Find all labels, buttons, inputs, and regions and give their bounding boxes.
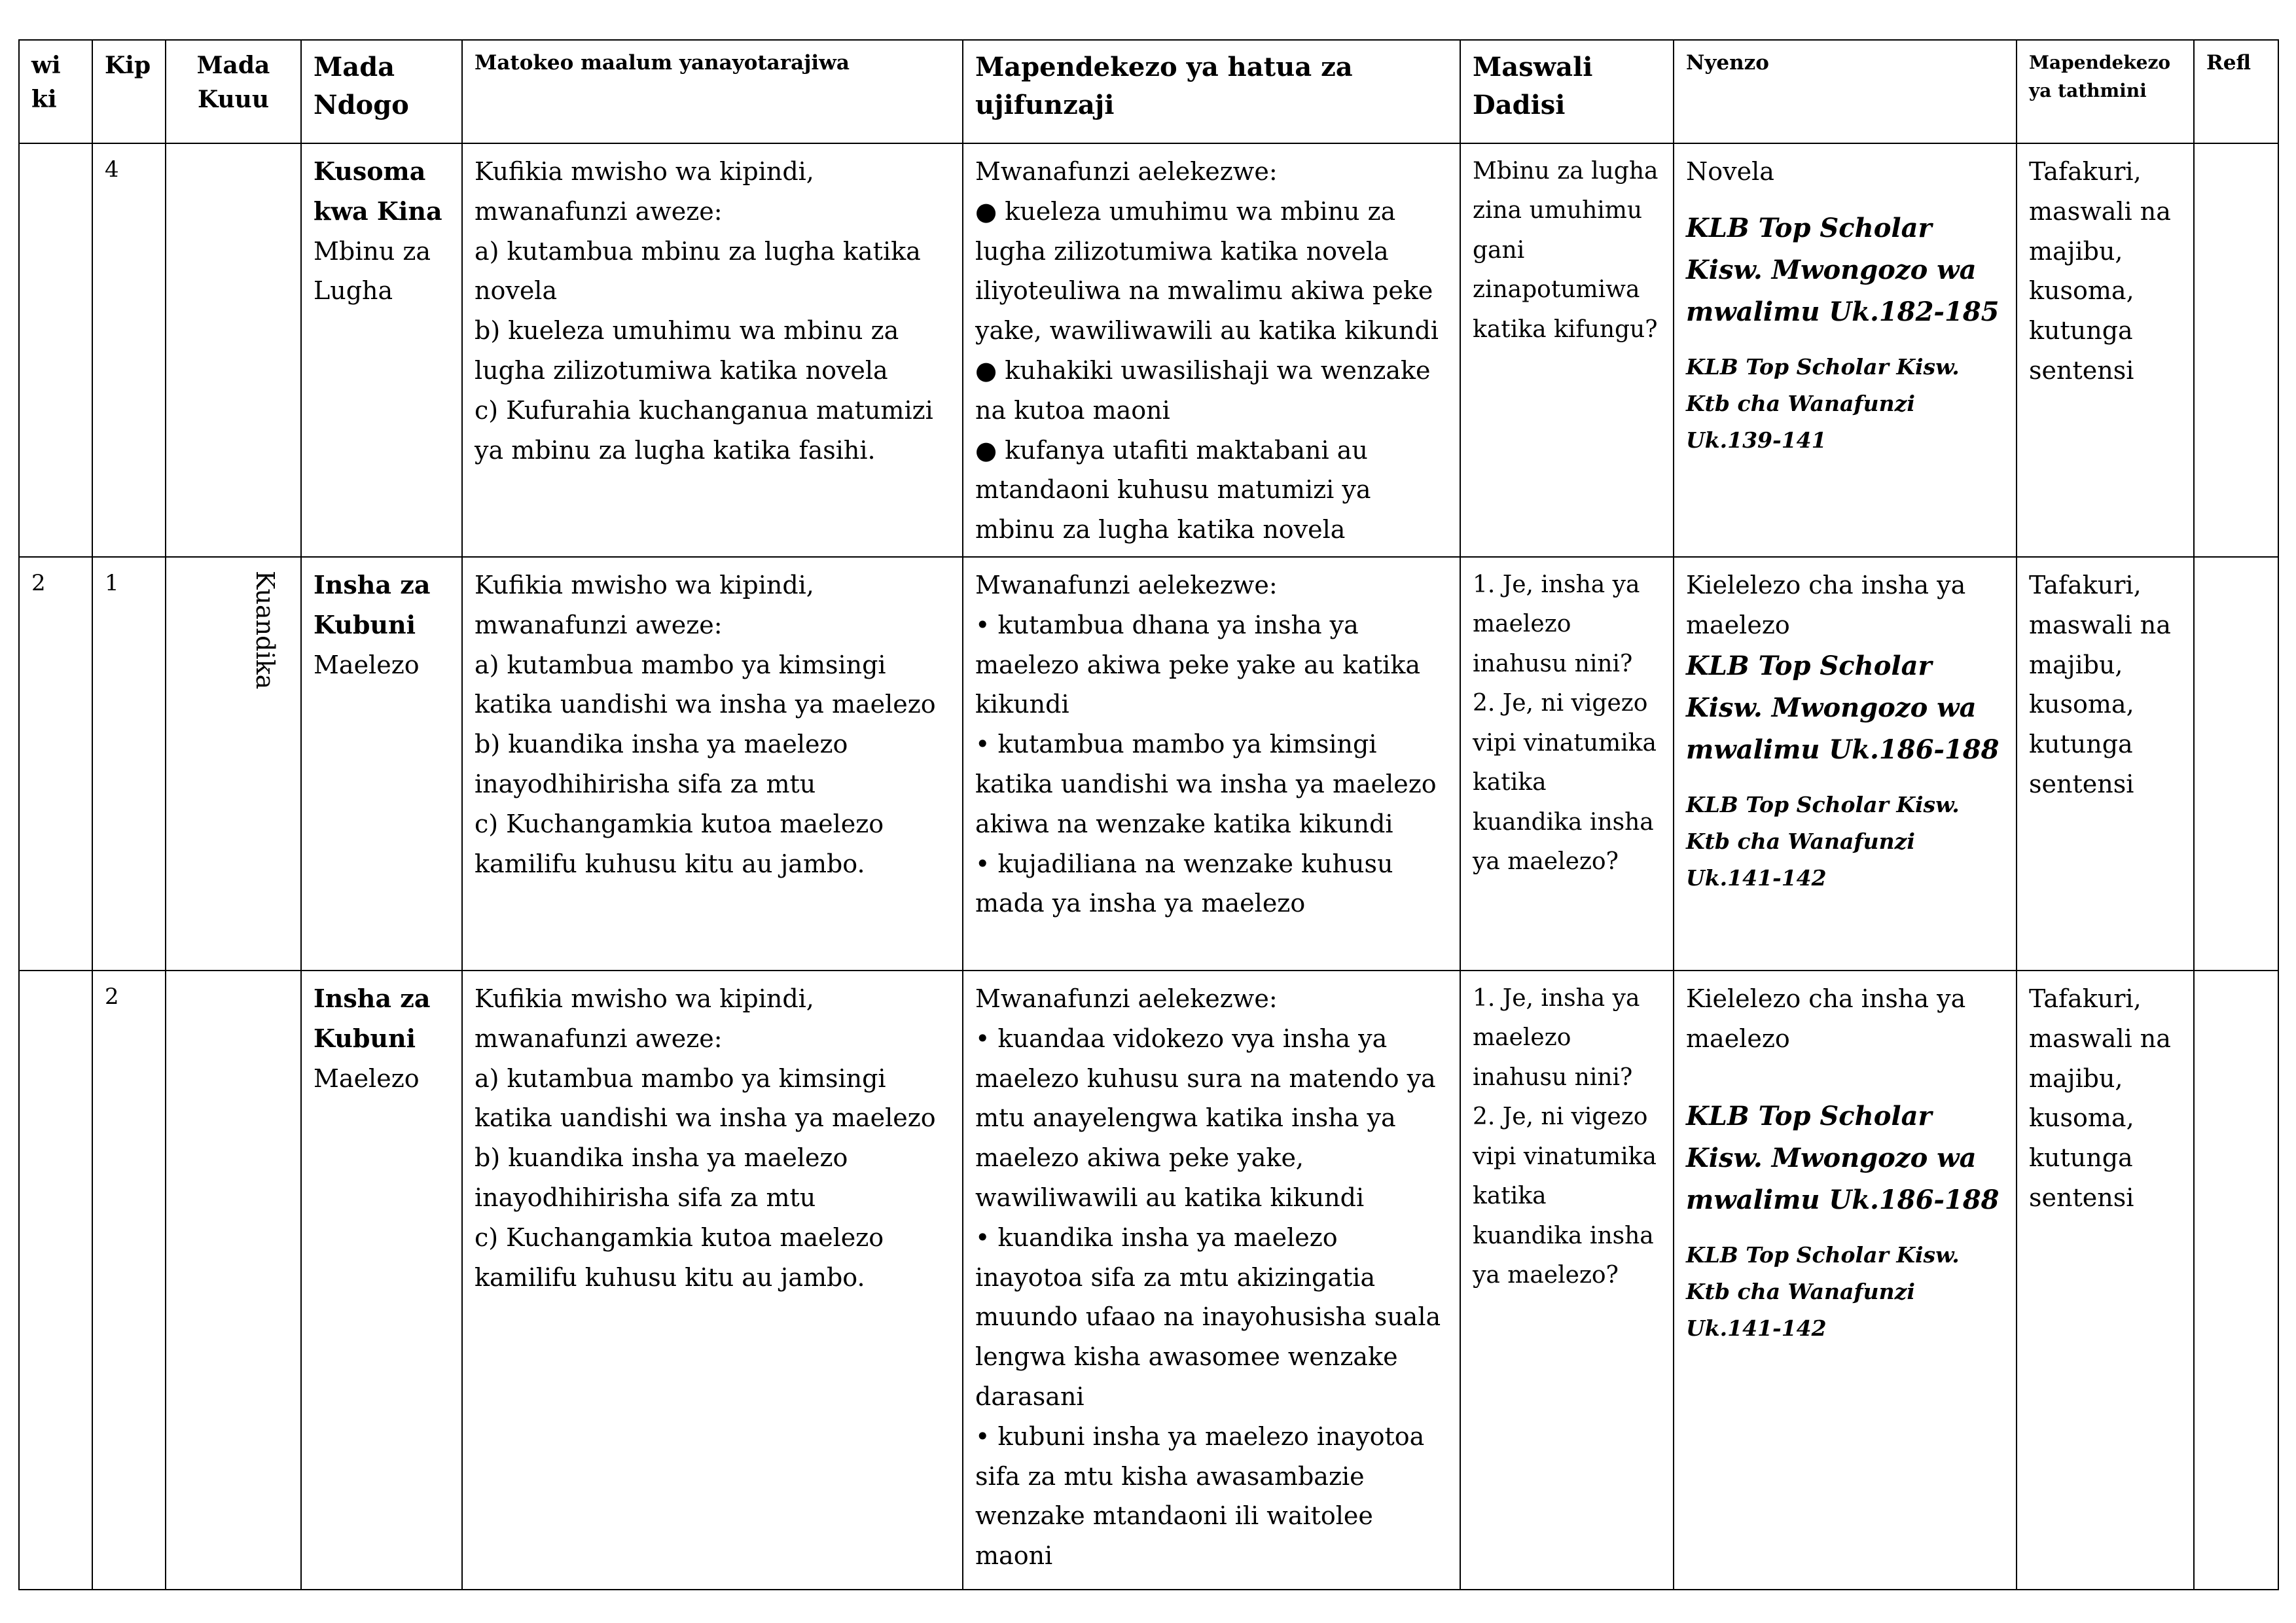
hatua-line: Mwanafunzi aelekezwe: <box>975 571 1278 599</box>
hatua-line: ● kufanya utafiti maktabani au mtandaoni kuhusu matumizi ya mbinu za lugha katika novela <box>975 435 1371 544</box>
hatua-line: Mwanafunzi aelekezwe: <box>975 157 1278 186</box>
cell-wiki <box>19 143 92 557</box>
matokeo-line: a) kutambua mbinu za lugha katika novela <box>475 236 921 306</box>
cell-mada-kuu <box>166 971 301 1590</box>
mada-ndogo-title: Kusoma kwa Kina <box>314 156 442 226</box>
table-row <box>19 971 2278 1590</box>
cell-tathmini: Tafakuri, maswali na majibu, kusoma, kutunga sentensi <box>2017 971 2194 1590</box>
matokeo-line: b) kuandika insha ya maelezo inayodhihirisha sifa za mtu <box>475 1143 848 1212</box>
nyenzo-item: Novela <box>1686 157 1774 186</box>
cell-nyenzo <box>1674 557 2017 971</box>
mada-ndogo-subtitle: Mbinu za Lugha <box>314 236 431 306</box>
hatua-line: ● kuhakiki uwasilishaji wa wenzake na kutoa maoni <box>975 355 1431 425</box>
matokeo-line: c) Kuchangamkia kutoa maelezo kamilifu kuhusu kitu au jambo. <box>475 809 884 878</box>
cell-tathmini: Tafakuri, maswali na majibu, kusoma, kutunga sentensi <box>2017 143 2194 557</box>
nyenzo-item: Kielelezo cha insha ya maelezo <box>1686 984 1966 1053</box>
hatua-line: • kuandaa vidokezo vya insha ya maelezo kuhusu sura na matendo ya mtu anayelengwa katika insha ya maelezo akiwa peke yake, wawiliwawili au katika kikundi <box>975 1024 1436 1212</box>
header-mapendekezo-tathmini: Mapendekezo ya tathmini <box>2017 40 2194 143</box>
mada-ndogo-title: Insha za Kubuni <box>314 984 431 1053</box>
hatua-line: • kubuni insha ya maelezo inayotoa sifa za mtu kisha awasambazie wenzake mtandaoni ili waitolee maoni <box>975 1421 1425 1571</box>
matokeo-line: a) kutambua mambo ya kimsingi katika uandishi wa insha ya maelezo <box>475 1063 936 1133</box>
matokeo-line: a) kutambua mambo ya kimsingi katika uandishi wa insha ya maelezo <box>475 650 936 719</box>
cell-nyenzo <box>1674 143 2017 557</box>
header-mada-kuu: Mada Kuuu <box>166 40 301 143</box>
hatua-line: Mwanafunzi aelekezwe: <box>975 984 1278 1013</box>
cell-hatua <box>963 971 1460 1590</box>
table-row <box>19 143 2278 557</box>
cell-mada-ndogo <box>301 557 462 971</box>
header-mada-ndogo: Mada Ndogo <box>301 40 462 143</box>
nyenzo-item: Kielelezo cha insha ya maelezo <box>1686 571 1966 639</box>
cell-kip: 4 <box>92 143 166 557</box>
matokeo-line: Kufikia mwisho wa kipindi, mwanafunzi aweze: <box>475 984 814 1053</box>
header-maswali-dadisi: Maswali Dadisi <box>1460 40 1674 143</box>
cell-matokeo <box>462 971 963 1590</box>
cell-hatua <box>963 557 1460 971</box>
mada-ndogo-subtitle: Maelezo <box>314 650 420 679</box>
cell-maswali: Mbinu za lugha zina umuhimu gani zinapotumiwa katika kifungu? <box>1460 143 1674 557</box>
cell-kip: 2 <box>92 971 166 1590</box>
hatua-line: • kutambua mambo ya kimsingi katika uandishi wa insha ya maelezo akiwa na wenzake katika kikundi <box>975 730 1437 838</box>
cell-hatua <box>963 143 1460 557</box>
hatua-line: • kutambua dhana ya insha ya maelezo akiwa peke yake au katika kikundi <box>975 610 1421 719</box>
mada-kuu-label: Kuandika <box>250 571 279 690</box>
matokeo-line: Kufikia mwisho wa kipindi, mwanafunzi aweze: <box>475 157 814 226</box>
matokeo-line: b) kuandika insha ya maelezo inayodhihirisha sifa za mtu <box>475 730 848 798</box>
nyenzo-reference-guide: KLB Top Scholar Kisw. Mwongozo wa mwalimu Uk.186-188 <box>1686 650 2000 765</box>
scheme-of-work-table <box>18 39 2279 1590</box>
mada-ndogo-subtitle: Maelezo <box>314 1063 420 1093</box>
cell-refl <box>2194 557 2278 971</box>
cell-kip: 1 <box>92 557 166 971</box>
header-kip: Kip <box>92 40 166 143</box>
hatua-line: ● kueleza umuhimu wa mbinu za lugha zilizotumiwa katika novela iliyoteuliwa na mwalimu akiwa peke yake, wawiliwawili au katika kikundi <box>975 196 1439 346</box>
hatua-line: • kuandika insha ya maelezo inayotoa sifa za mtu akizingatia muundo ufaao na inayohusisha suala lengwa kisha awasomee wenzake darasani <box>975 1222 1441 1411</box>
cell-tathmini: Tafakuri, maswali na majibu, kusoma, kutunga sentensi <box>2017 557 2194 971</box>
nyenzo-reference-book: KLB Top Scholar Kisw. Ktb cha Wanafunzi Uk.141-142 <box>1686 791 1960 891</box>
cell-matokeo <box>462 557 963 971</box>
header-row <box>19 40 2278 143</box>
nyenzo-reference-guide: KLB Top Scholar Kisw. Mwongozo wa mwalimu Uk.186-188 <box>1686 1100 2000 1215</box>
cell-mada-kuu <box>166 143 301 557</box>
cell-wiki: 2 <box>19 557 92 971</box>
header-mapendekezo-hatua: Mapendekezo ya hatua za ujifunzaji <box>963 40 1460 143</box>
nyenzo-reference-book: KLB Top Scholar Kisw. Ktb cha Wanafunzi Uk.139-141 <box>1686 353 1960 453</box>
nyenzo-reference-book: KLB Top Scholar Kisw. Ktb cha Wanafunzi Uk.141-142 <box>1686 1241 1960 1341</box>
cell-mada-kuu <box>166 557 301 971</box>
nyenzo-reference-guide: KLB Top Scholar Kisw. Mwongozo wa mwalimu Uk.182-185 <box>1686 212 2000 327</box>
cell-matokeo <box>462 143 963 557</box>
header-matokeo: Matokeo maalum yanayotarajiwa <box>462 40 963 143</box>
mada-ndogo-title: Insha za Kubuni <box>314 570 431 639</box>
cell-maswali: 1. Je, insha ya maelezo inahusu nini? 2. Je, ni vigezo vipi vinatumika katika kuandika insha ya maelezo? <box>1460 557 1674 971</box>
cell-mada-ndogo <box>301 971 462 1590</box>
hatua-line: • kujadiliana na wenzake kuhusu mada ya insha ya maelezo <box>975 849 1393 918</box>
matokeo-line: c) Kufurahia kuchanganua matumizi ya mbinu za lugha katika fasihi. <box>475 395 933 465</box>
cell-nyenzo <box>1674 971 2017 1590</box>
header-wiki: wi ki <box>19 40 92 143</box>
matokeo-line: c) Kuchangamkia kutoa maelezo kamilifu kuhusu kitu au jambo. <box>475 1222 884 1292</box>
cell-wiki <box>19 971 92 1590</box>
cell-mada-ndogo <box>301 143 462 557</box>
matokeo-line: Kufikia mwisho wa kipindi, mwanafunzi aweze: <box>475 571 814 639</box>
matokeo-line: b) kueleza umuhimu wa mbinu za lugha zilizotumiwa katika novela <box>475 316 899 385</box>
header-refl: Refl <box>2194 40 2278 143</box>
table-row <box>19 557 2278 971</box>
header-nyenzo: Nyenzo <box>1674 40 2017 143</box>
cell-maswali: 1. Je, insha ya maelezo inahusu nini? 2. Je, ni vigezo vipi vinatumika katika kuandika insha ya maelezo? <box>1460 971 1674 1590</box>
cell-refl <box>2194 971 2278 1590</box>
cell-refl <box>2194 143 2278 557</box>
